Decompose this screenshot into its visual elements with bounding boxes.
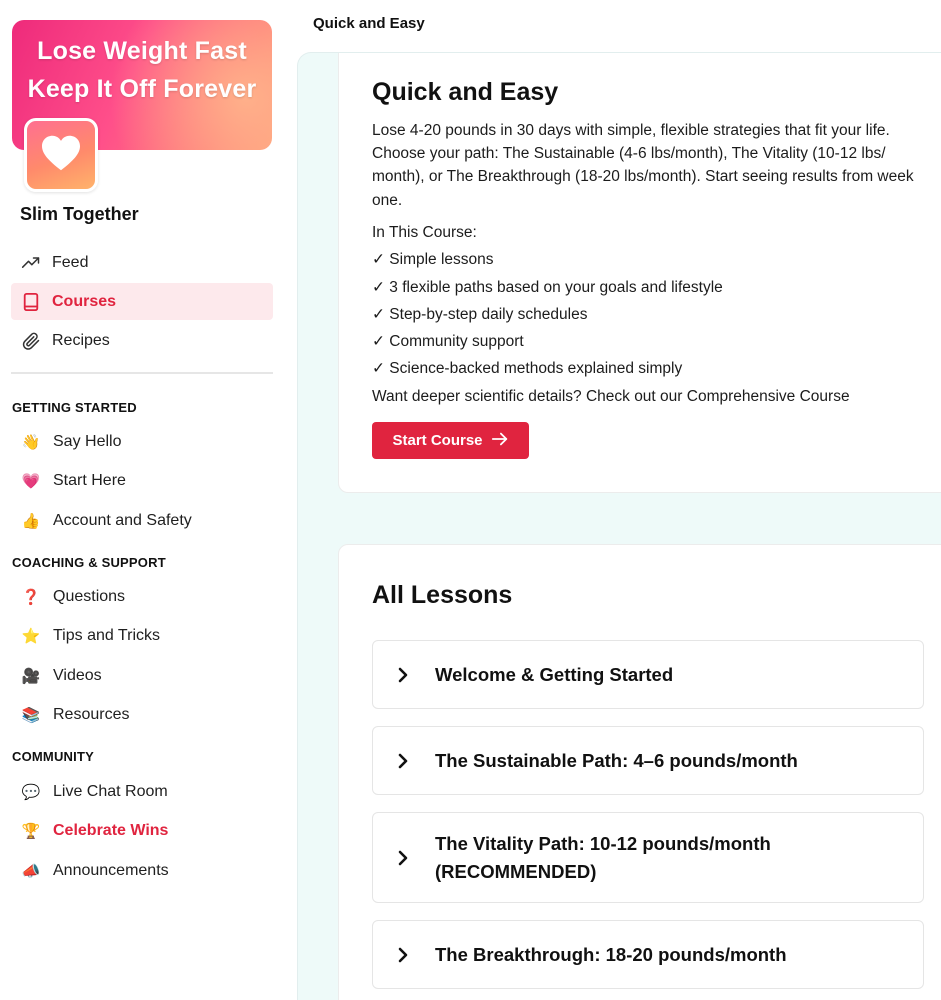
waving-hand-icon: 👋 [21,433,41,451]
trending-up-icon [20,252,42,274]
channel-label: Start Here [53,472,126,490]
trophy-icon: 🏆 [21,823,41,841]
speech-bubble-icon: 💬 [21,783,41,801]
channel-celebrate-wins[interactable] [20,812,280,852]
nav-item-recipes[interactable] [11,322,273,359]
star-icon: ⭐ [21,628,41,646]
banner-line-1: Lose Weight Fast [37,37,247,65]
banner-line-2: Keep It Off Forever [27,75,257,103]
all-lessons-card [338,544,941,1000]
lesson-title: The Breakthrough: 18-20 pounds/month [435,943,787,965]
megaphone-icon: 📣 [21,862,41,880]
heart-emoji-icon: 💗 [21,473,41,491]
community-name: Slim Together [20,204,139,224]
section-title-getting-started: GETTING STARTED [12,400,137,415]
channel-account-and-safety[interactable] [20,501,280,541]
channel-label: Resources [53,706,130,724]
course-list-heading: In This Course: [372,224,477,241]
section-title-coaching-support: COACHING & SUPPORT [12,555,166,570]
page-header-title: Quick and Easy [313,15,425,32]
start-course-button[interactable] [372,422,529,459]
community-avatar[interactable] [24,118,98,192]
sidebar-divider [11,372,273,374]
all-lessons-title: All Lessons [372,581,513,609]
channel-label: Celebrate Wins [53,822,169,840]
lesson-title: Welcome & Getting Started [435,663,674,685]
course-feature-item: ✓ Community support [372,333,524,351]
nav-item-label: Courses [52,292,117,310]
channel-list-coaching-support [20,577,280,735]
channel-tips-and-tricks[interactable] [20,617,280,657]
course-feature-item: ✓ 3 flexible paths based on your goals and lifestyle [372,278,723,296]
thumbs-up-icon: 👍 [21,512,41,530]
start-course-label: Start Course [392,432,483,449]
channel-resources[interactable] [20,696,280,736]
nav-item-label: Feed [52,253,89,271]
channel-live-chat-room[interactable] [20,772,280,812]
channel-announcements[interactable] [20,851,280,891]
chevron-right-icon [373,813,413,902]
channel-label: Say Hello [53,432,122,450]
channel-questions[interactable] [20,577,280,617]
heart-icon [40,134,82,177]
lesson-accordion-item[interactable] [372,920,924,989]
question-mark-icon: ❓ [21,588,41,606]
main-nav [11,244,273,361]
channel-list-community [20,772,280,891]
chevron-right-icon [373,727,413,794]
video-camera-icon: 🎥 [21,667,41,685]
course-title: Quick and Easy [372,78,559,106]
arrow-right-icon [491,432,509,450]
chevron-right-icon [373,921,413,988]
channel-say-hello[interactable] [20,422,280,462]
lesson-title: The Sustainable Path: 4–6 pounds/month [435,749,798,771]
lesson-accordion-item[interactable] [372,812,924,903]
nav-item-label: Recipes [52,331,110,349]
course-footer-note: Want deeper scientific details? Check out our Comprehensive Course [372,387,850,405]
section-title-community: COMMUNITY [12,749,94,764]
nav-item-courses[interactable] [11,283,273,320]
course-feature-item: ✓ Step-by-step daily schedules [372,305,588,323]
channel-videos[interactable] [20,656,280,696]
books-icon: 📚 [21,707,41,725]
course-intro-card [338,53,941,493]
channel-label: Live Chat Room [53,782,168,800]
course-feature-item: ✓ Science-backed methods explained simply [372,360,683,378]
sidebar [0,0,296,1000]
channel-label: Videos [53,666,102,684]
lesson-accordion-item[interactable] [372,640,924,709]
channel-start-here[interactable] [20,462,280,502]
paperclip-icon [20,330,42,352]
channel-list-getting-started [20,422,280,541]
course-description: Lose 4-20 pounds in 30 days with simple, flexible strategies that fit your life. Choose your path: The Sustainable (4-6 lbs/month), The Vitality (10-12 lbs/ month), or The Breakthrough (18-20 lbs/month). Start seeing results from week one. [372,122,914,209]
channel-label: Tips and Tricks [53,627,160,645]
channel-label: Account and Safety [53,511,192,529]
book-icon [20,291,42,313]
channel-label: Questions [53,587,126,605]
nav-item-feed[interactable] [11,244,273,281]
channel-label: Announcements [53,861,169,879]
lesson-title: The Vitality Path: 10-12 pounds/month (RECOMMENDED) [435,832,771,882]
course-feature-item: ✓ Simple lessons [372,251,494,269]
course-feature-list [372,219,941,410]
lesson-accordion-item[interactable] [372,726,924,795]
chevron-right-icon [373,641,413,708]
